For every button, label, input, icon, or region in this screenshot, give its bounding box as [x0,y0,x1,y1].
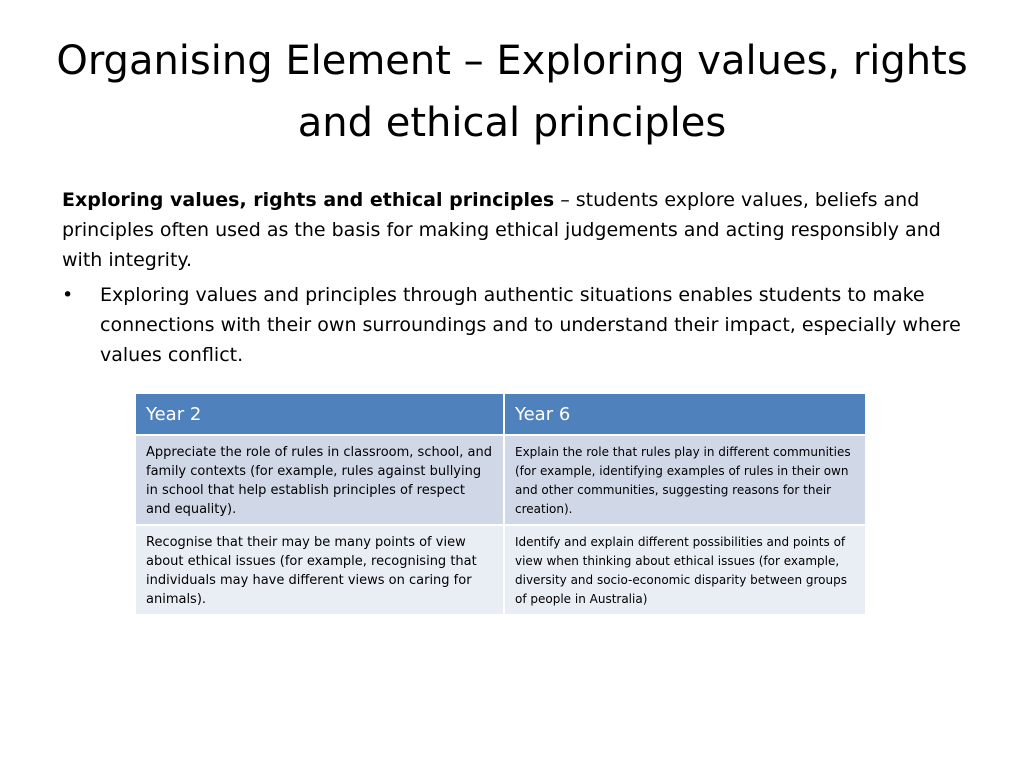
bullet-text: Exploring values and principles through authentic situations enables students to make connections with their own surroundings and to understand their impact, especially where values conflict. [100,284,961,366]
bullet-item [62,280,962,370]
bullet-marker: • [62,284,74,306]
table-row [135,435,866,525]
intro-paragraph [62,185,962,275]
table-cell-year-2: Recognise that their may be many points of view about ethical issues (for example, recognising that individuals may have different views on caring for animals). [135,525,504,615]
table-header-row [135,393,866,435]
header-year-6: Year 6 [504,393,866,435]
intro-lead: Exploring values, rights and ethical principles [62,189,555,211]
year-comparison-table [134,392,867,616]
table-cell-year-2: Appreciate the role of rules in classroom, school, and family contexts (for example, rules against bullying in school that help establish principles of respect and equality). [135,435,504,525]
table-cell-year-6: Explain the role that rules play in different communities (for example, identifying examples of rules in their own and other communities, suggesting reasons for their creation). [504,435,866,525]
header-year-2: Year 2 [135,393,504,435]
table-cell-year-6: Identify and explain different possibilities and points of view when thinking about ethical issues (for example, diversity and socio-economic disparity between groups of people in Australia) [504,525,866,615]
slide-title: Organising Element – Exploring values, rights and ethical principles [56,38,968,146]
slide-body [62,185,962,370]
table-row [135,525,866,615]
intro-rest: – students explore values, beliefs and principles often used as the basis for making ethical judgements and acting responsibly and with integrity. [62,189,941,271]
